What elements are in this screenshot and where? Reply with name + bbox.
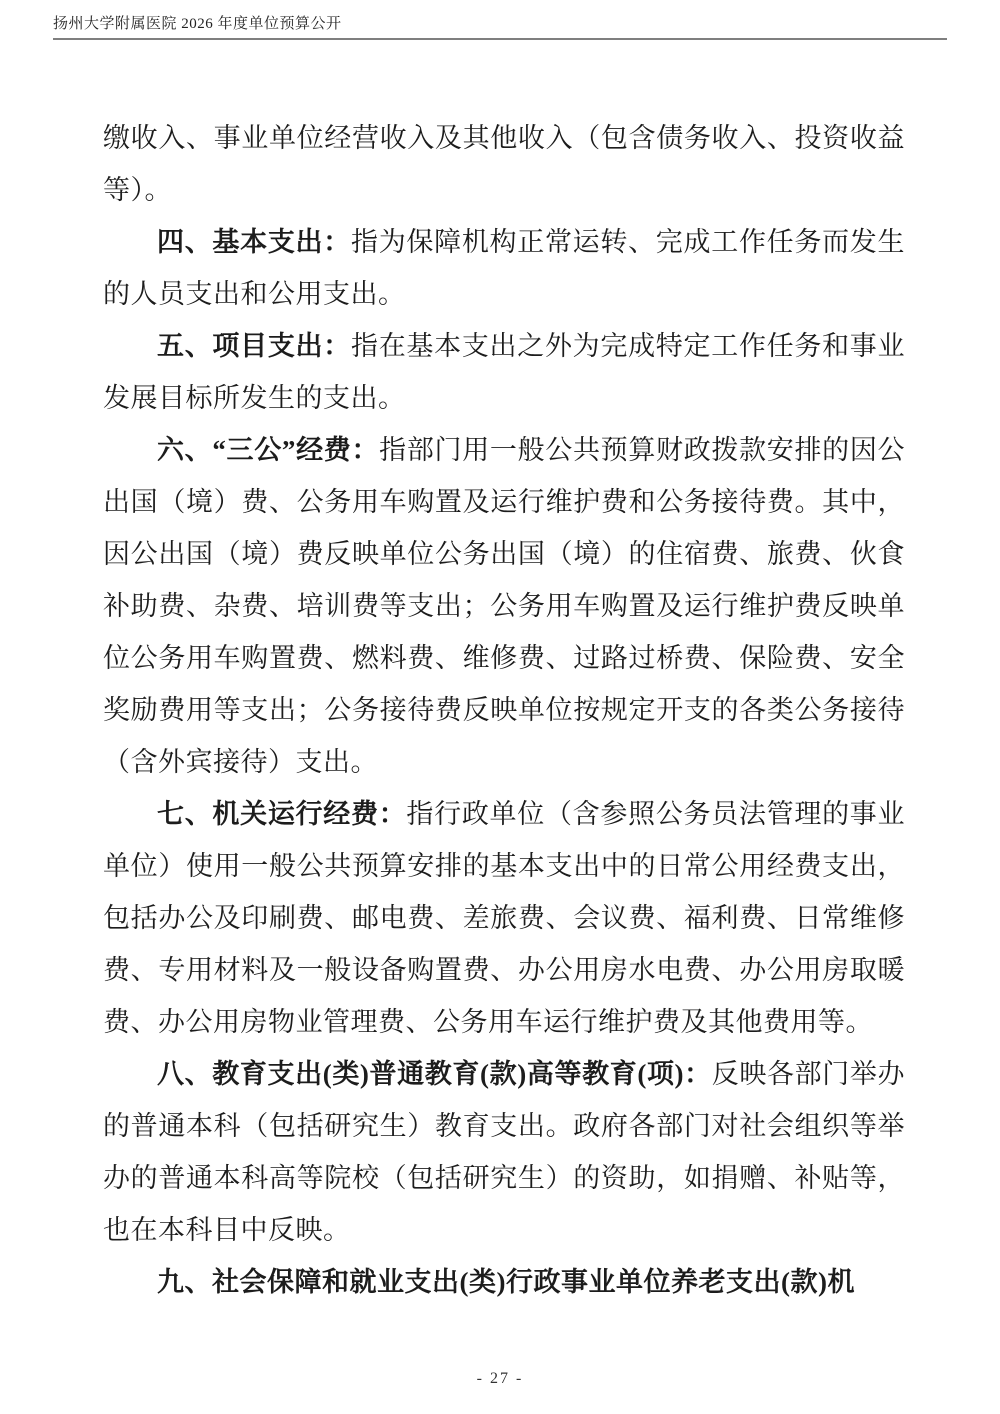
- paragraph: [103, 788, 905, 1048]
- paragraph: [103, 216, 905, 320]
- paragraph-text: 指行政单位（含参照公务员法管理的事业单位）使用一般公共预算安排的基本支出中的日常公用经费支出，包括办公及印刷费、邮电费、差旅费、会议费、福利费、日常维修费、专用材料及一般设备购置费、办公用房水电费、办公用房取暖费、办公用房物业管理费、公务用车运行维护费及其他费用等。: [103, 799, 906, 1037]
- section-heading: 四、基本支出：: [157, 227, 351, 257]
- section-heading: 五、项目支出：: [157, 331, 351, 361]
- section-heading: 七、机关运行经费：: [157, 799, 407, 829]
- page-header: [53, 14, 947, 40]
- paragraph-text: 指为保障机构正常运转、完成工作任务而发生的人员支出和公用支出。: [103, 227, 906, 309]
- paragraph-text: 指在基本支出之外为完成特定工作任务和事业发展目标所发生的支出。: [103, 331, 906, 413]
- document-body: [103, 112, 905, 1308]
- paragraph-text: 指部门用一般公共预算财政拨款安排的因公出国（境）费、公务用车购置及运行维护费和公务接待费。其中，因公出国（境）费反映单位公务出国（境）的住宿费、旅费、伙食补助费、杂费、培训费等支出；公务用车购置及运行维护费反映单位公务用车购置费、燃料费、维修费、过路过桥费、保险费、安全奖励费用等支出；公务接待费反映单位按规定开支的各类公务接待（含外宾接待）支出。: [103, 435, 906, 777]
- header-rule: [53, 38, 947, 40]
- paragraph: [103, 112, 905, 216]
- page-number: - 27 -: [476, 1370, 524, 1387]
- paragraph: [103, 320, 905, 424]
- section-heading: 八、教育支出(类)普通教育(款)高等教育(项)：: [157, 1059, 712, 1089]
- paragraph: [103, 424, 905, 788]
- paragraph-text: 反映各部门举办的普通本科（包括研究生）教育支出。政府各部门对社会组织等举办的普通本科高等院校（包括研究生）的资助，如捐赠、补贴等，也在本科目中反映。: [103, 1059, 906, 1245]
- paragraph-text: 缴收入、事业单位经营收入及其他收入（包含债务收入、投资收益等）。: [103, 123, 905, 205]
- section-heading: 六、“三公”经费：: [157, 435, 380, 465]
- paragraph: [103, 1256, 905, 1308]
- section-heading: 九、社会保障和就业支出(类)行政事业单位养老支出(款)机: [157, 1267, 855, 1297]
- paragraph: [103, 1048, 905, 1256]
- header-title: 扬州大学附属医院 2026 年度单位预算公开: [53, 16, 342, 32]
